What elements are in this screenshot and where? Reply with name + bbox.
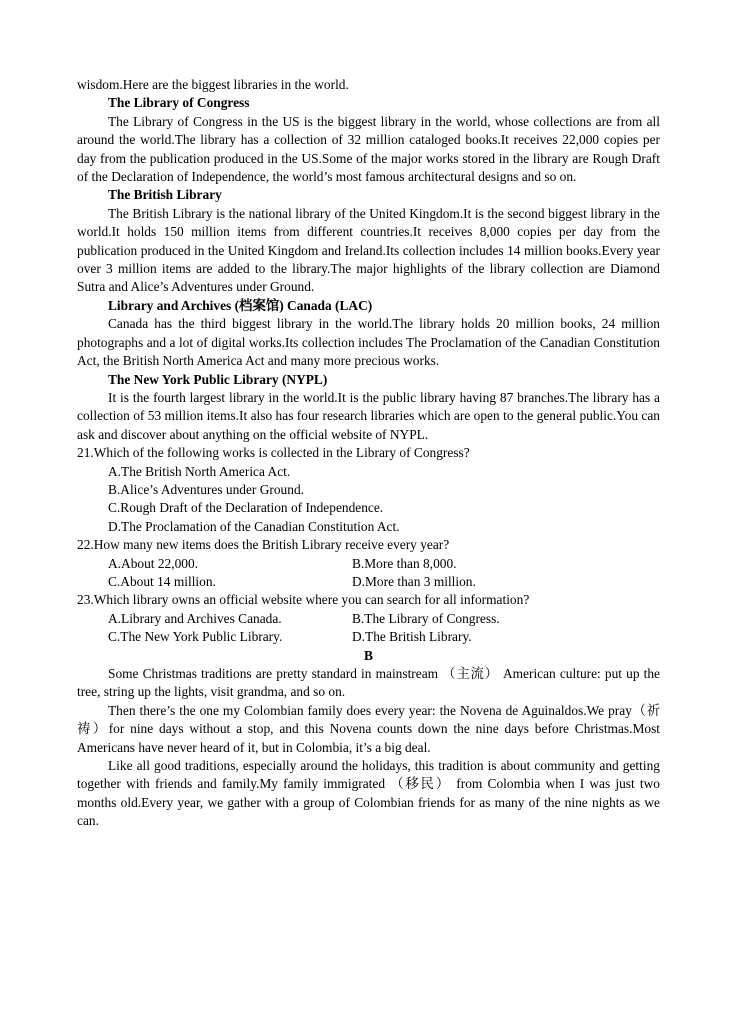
question-23-options-row-1 <box>77 610 660 628</box>
question-23-option-c: C.The New York Public Library. <box>108 629 283 645</box>
document-page <box>77 76 660 831</box>
passage-b-paragraph-1: Some Christmas traditions are pretty standard in mainstream （主流） American culture: put up the tree, string up the lights, visit grandma, and so on. <box>77 666 660 700</box>
question-22-options-row-2 <box>77 573 660 591</box>
section-heading-lac: Library and Archives (档案馆) Canada (LAC) <box>108 297 373 313</box>
question-23-options-row-2 <box>77 628 660 646</box>
question-21-option-a: A.The British North America Act. <box>108 463 291 479</box>
question-23-stem: 23.Which library owns an official website where you can search for all information? <box>77 592 530 608</box>
question-22-option-c: C.About 14 million. <box>108 573 216 589</box>
passage-b-label: B <box>364 647 373 663</box>
section-text-british: The British Library is the national library of the United Kingdom.It is the second biggest library in the world.It holds 150 million items from different countries.It receives 8,000 copies per day from the publication produced in the United Kingdom and Ireland.Its collection includes 14 million books.Every year over 3 million items are added to the library.The major highlights of the library collection are Diamond Sutra and Alice’s Adventures under Ground. <box>77 205 660 295</box>
question-21-option-c: C.Rough Draft of the Declaration of Independence. <box>108 500 384 516</box>
question-22-option-a: A.About 22,000. <box>108 555 199 571</box>
section-heading-nypl: The New York Public Library (NYPL) <box>108 371 328 387</box>
question-22-option-b: B.More than 8,000. <box>352 555 457 571</box>
passage-a-intro: wisdom.Here are the biggest libraries in the world. <box>77 77 349 92</box>
question-22-options-row-1 <box>77 555 660 573</box>
question-21-stem: 21.Which of the following works is collected in the Library of Congress? <box>77 445 470 461</box>
question-21-option-b: B.Alice’s Adventures under Ground. <box>108 481 304 497</box>
section-text-nypl: It is the fourth largest library in the world.It is the public library having 87 branches.The library has a collection of 53 million items.It also has four research libraries which are open to the general public.You can ask and discover about anything on the official website of NYPL. <box>77 389 660 442</box>
question-21-option-d: D.The Proclamation of the Canadian Constitution Act. <box>108 518 400 534</box>
question-22-option-d: D.More than 3 million. <box>352 573 476 589</box>
section-text-congress: The Library of Congress in the US is the biggest library in the world, whose collections are from all around the world.The library has a collection of 32 million cataloged books.It receives 22,000 copies per day from the publication produced in the US.Some of the major works stored in the library are Rough Draft of the Declaration of Independence, the world’s most famous architectural designs and so on. <box>77 113 660 185</box>
section-heading-british: The British Library <box>108 187 222 203</box>
passage-b-paragraph-2: Then there’s the one my Colombian family does every year: the Novena de Aguinaldos.We pray（祈祷）for nine days without a stop, and this Novena counts down the nine days before Christmas.Most Americans have never heard of it, but in Colombia, it’s a big deal. <box>77 702 660 755</box>
question-23-option-b: B.The Library of Congress. <box>352 610 500 626</box>
passage-b-paragraph-3: Like all good traditions, especially around the holidays, this tradition is about community and getting together with friends and family.My family immigrated （移民） from Colombia when I was just two months old.Every year, we gather with a group of Colombian friends for as many of the nine nights as we can. <box>77 758 660 829</box>
question-22-stem: 22.How many new items does the British Library receive every year? <box>77 537 450 553</box>
question-23-option-d: D.The British Library. <box>352 629 472 645</box>
section-heading-congress: The Library of Congress <box>108 95 250 111</box>
section-text-lac: Canada has the third biggest library in the world.The library holds 20 million books, 24 million photographs and a lot of digital works.Its collection includes The Proclamation of the Canadian Constitution Act, the British North America Act and many more precious works. <box>77 316 660 369</box>
question-23-option-a: A.Library and Archives Canada. <box>108 610 282 626</box>
